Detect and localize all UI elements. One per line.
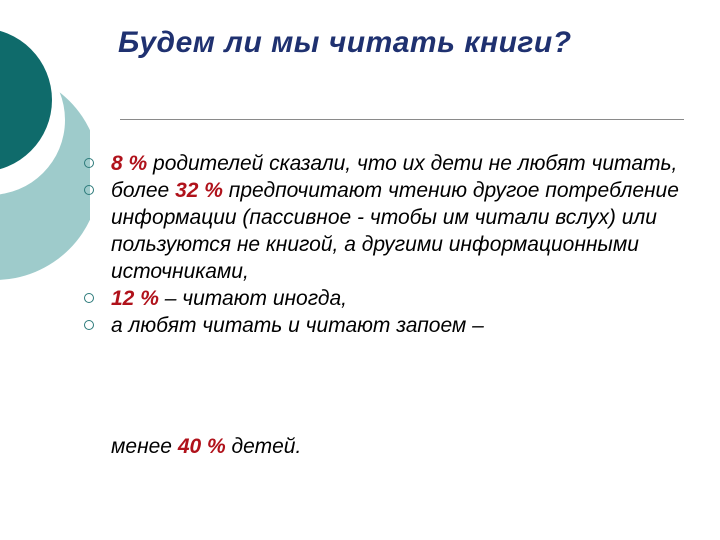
item-text: – читают иногда, <box>158 287 347 310</box>
list-item <box>84 150 694 177</box>
hollow-circle-bullet-icon <box>84 293 94 303</box>
list-item <box>84 312 694 339</box>
bullet-list <box>84 150 694 339</box>
continuation-suffix: детей. <box>225 435 302 458</box>
list-item <box>84 285 694 312</box>
item-prefix: более <box>111 179 176 202</box>
hollow-circle-bullet-icon <box>84 158 94 168</box>
item-text: а любят читать и читают запоем – <box>111 314 484 337</box>
item-text: родителей сказали, что их дети не любят читать, <box>147 152 678 175</box>
percent-highlight: 8 % <box>111 152 148 175</box>
continuation-line <box>111 433 301 460</box>
slide-title: Будем ли мы читать книги? <box>118 26 572 59</box>
continuation-prefix: менее <box>111 435 178 458</box>
list-item <box>84 177 694 285</box>
hollow-circle-bullet-icon <box>84 320 94 330</box>
percent-highlight: 32 % <box>175 179 223 202</box>
title-divider <box>120 119 684 120</box>
item-text: предпочитают чтению другое потребление информации (пассивное - чтобы им читали вслух) или пользуются не книгой, а другими информационными источниками, <box>111 179 679 283</box>
percent-highlight: 40 % <box>177 435 226 458</box>
decorative-circles <box>0 0 90 300</box>
hollow-circle-bullet-icon <box>84 185 94 195</box>
percent-highlight: 12 % <box>111 287 159 310</box>
